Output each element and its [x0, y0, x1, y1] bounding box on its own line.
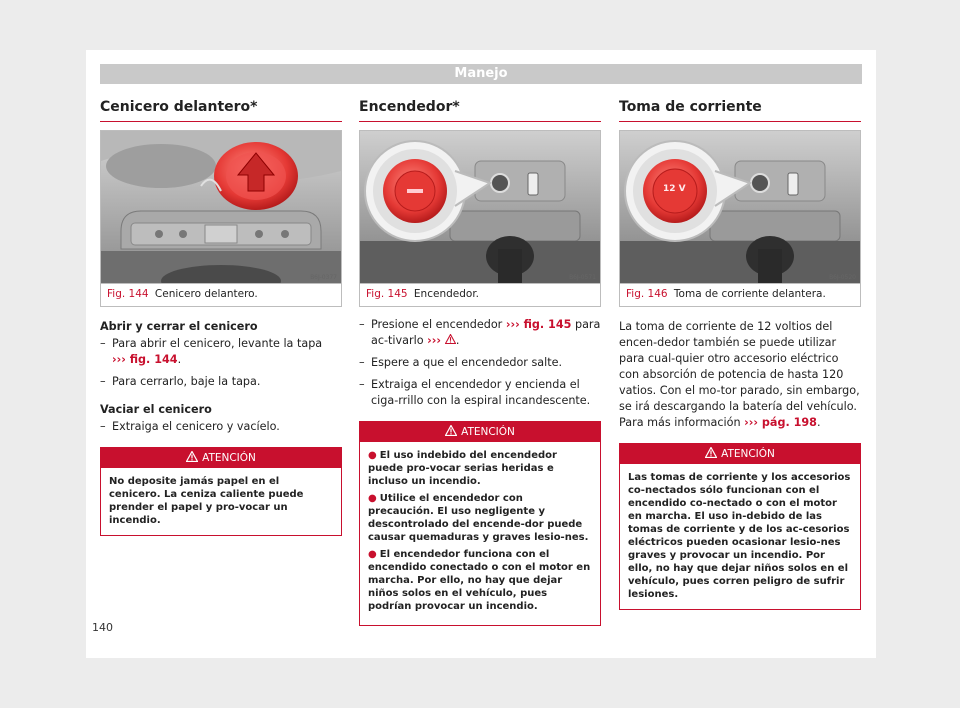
figure-caption [101, 283, 341, 306]
figure-ref-code: B6J-0571 [569, 274, 596, 281]
page-198-link[interactable]: ››› pág. 198 [744, 416, 817, 429]
warning-box [100, 447, 342, 536]
subhead-open-close: Abrir y cerrar el cenicero [100, 320, 258, 333]
step-extract: – Extraiga el encendedor y encienda el ciga-rrillo con la espiral incandescente. [359, 377, 601, 409]
warning-item: ● Utilice el encendedor con precaución. El uso negligente y descontrolado del encende-dor puede causar quemaduras y graves lesio-nes. [368, 493, 589, 543]
warning-box [619, 443, 861, 610]
warning-triangle-icon [705, 445, 717, 465]
warning-header: ATENCIÓN [620, 444, 860, 464]
power-outlet-paragraph: La toma de corriente de 12 voltios del encen-dedor también se puede utilizar para cual-quier otro accesorio eléctrico con absorción de potencia de hasta 120 vatios. Con el mo-tor parado, sin embargo, se irá descargando la batería del vehículo. Para más información ››› pág. 198. [619, 320, 860, 429]
lighter-title: Encendedor* [359, 98, 601, 122]
lighter-illustration [360, 131, 600, 283]
warning-triangle-icon [186, 449, 198, 469]
step-close: – Para cerrarlo, baje la tapa. [100, 374, 342, 390]
figure-caption-text: Toma de corriente delantera. [673, 288, 826, 300]
voltage-badge: 12 V [663, 184, 686, 194]
figure-145 [359, 130, 601, 307]
bullet-icon: ● [368, 549, 377, 560]
column-lighter [359, 98, 601, 626]
figure-ref-code: B6J-0377 [310, 274, 337, 281]
figure-146 [619, 130, 861, 307]
step-empty: – Extraiga el cenicero y vacíelo. [100, 419, 342, 435]
ashtray-title: Cenicero delantero* [100, 98, 342, 122]
figure-number: Fig. 145 [366, 288, 408, 300]
warning-header: ATENCIÓN [101, 448, 341, 468]
fig-145-link[interactable]: ››› fig. 145 [505, 318, 572, 331]
power-outlet-illustration [620, 131, 860, 283]
manual-page [86, 50, 876, 658]
ashtray-illustration [101, 131, 341, 283]
ashtray-instructions [100, 319, 342, 435]
step-open: – Para abrir el cenicero, levante la tapa ››› fig. 144. [100, 336, 342, 368]
step-wait: – Espere a que el encendedor salte. [359, 355, 601, 371]
lighter-instructions [359, 317, 601, 409]
figure-caption-text: Encendedor. [413, 288, 480, 300]
warning-header: ATENCIÓN [360, 422, 600, 442]
warning-link[interactable]: ››› [427, 334, 456, 347]
column-power-outlet [619, 98, 861, 610]
section-header: Manejo [100, 64, 862, 84]
figure-number: Fig. 146 [626, 288, 668, 300]
figure-144 [100, 130, 342, 307]
warning-box [359, 421, 601, 626]
column-ashtray [100, 98, 342, 536]
fig-144-link[interactable]: ››› fig. 144 [112, 353, 178, 366]
subhead-empty: Vaciar el cenicero [100, 403, 212, 416]
warning-text: No deposite jamás papel en el cenicero. La ceniza caliente puede prender el papel y pro-vocar un incendio. [109, 476, 304, 526]
warning-text: Las tomas de corriente y los accesorios co-nectados sólo funcionan con el encendido co-nectado o con el motor en marcha. El uso in-debido de las tomas de corriente y de los ac-cesorios eléctricos pueden ocasionar lesio-nes graves y provocar un incendio. Por ello, no hay que dejar niños solos en el vehículo, pues corren peligro de sufrir lesiones. [628, 472, 851, 600]
figure-caption-text: Cenicero delantero. [154, 288, 258, 300]
warning-item: ● El encendedor funciona con el encendido conectado o con el motor en marcha. Por ello, no hay que dejar niños solos en el vehículo, pues podrían provocar un incendio. [368, 549, 591, 612]
page-number: 140 [92, 621, 113, 634]
power-outlet-title: Toma de corriente [619, 98, 861, 122]
bullet-icon: ● [368, 450, 377, 461]
warning-triangle-icon [445, 423, 457, 443]
warning-item: ● El uso indebido del encendedor puede pro-vocar serias heridas e incluso un incendio. [368, 450, 557, 487]
step-press: – Presione el encendedor ››› fig. 145 para ac-tivarlo ››› . [359, 317, 601, 349]
bullet-icon: ● [368, 493, 377, 504]
figure-ref-code: B6J-0520 [829, 274, 856, 281]
warning-list [360, 442, 600, 625]
warning-ref-icon [445, 334, 456, 347]
figure-number: Fig. 144 [107, 288, 149, 300]
figure-caption [620, 283, 860, 306]
figure-caption [360, 283, 600, 306]
